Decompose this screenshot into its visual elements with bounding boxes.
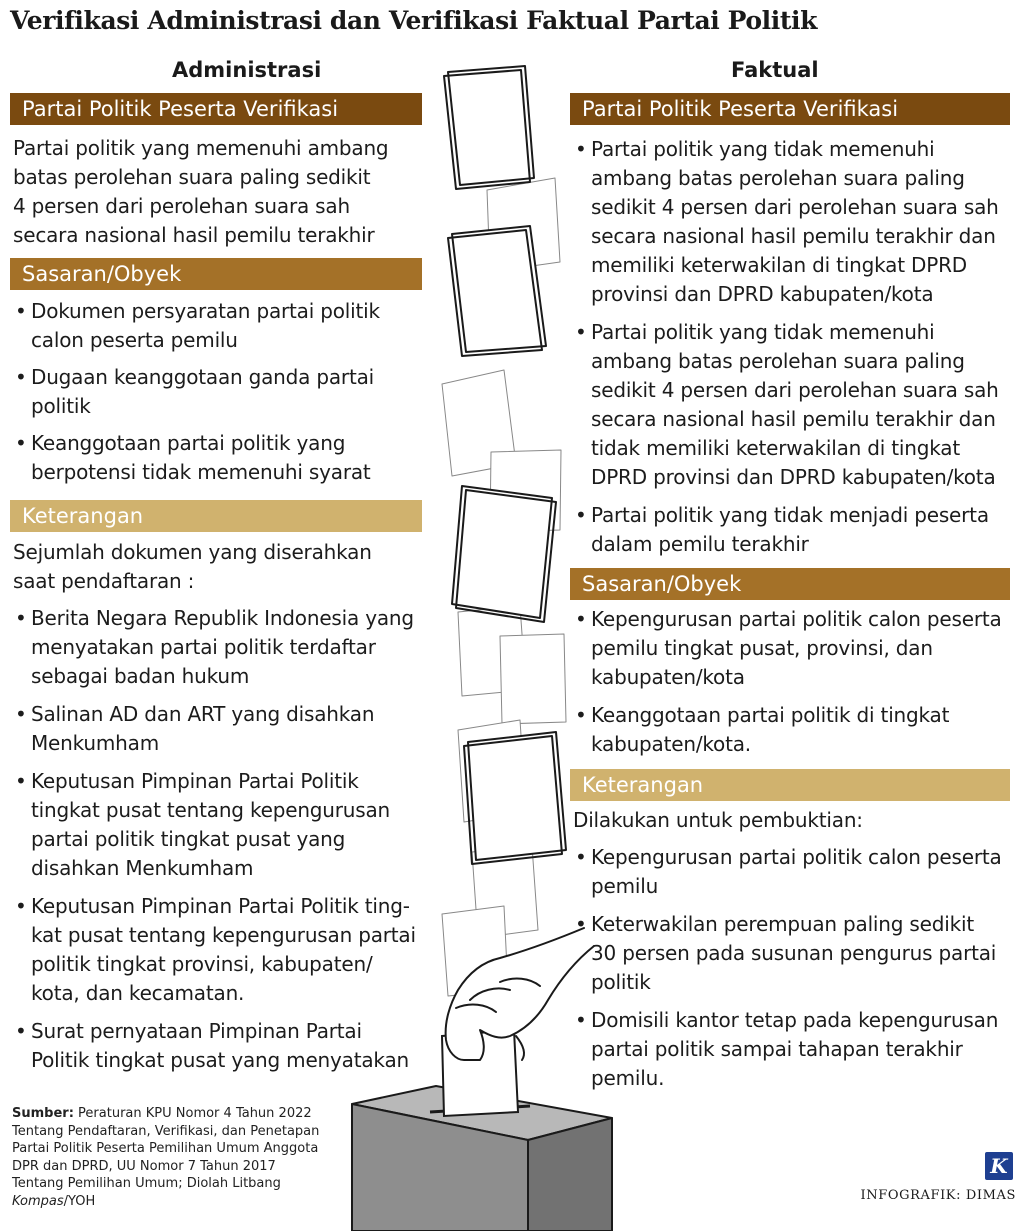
text-line: • Keterwakilan perempuan paling sedikit	[591, 912, 974, 936]
band-left-sasaran: Sasaran/Obyek	[10, 258, 422, 290]
text-line: tingkat pusat tentang kepengurusan	[31, 798, 391, 822]
text-line: pemilu tingkat pusat, provinsi, dan	[591, 636, 933, 660]
list-item	[573, 843, 1018, 901]
text-line: secara nasional hasil pemilu terakhir dan	[591, 407, 996, 431]
text-line: • Keanggotaan partai politik di tingkat	[591, 703, 950, 727]
text-line: secara nasional hasil pemilu terakhir	[13, 223, 375, 247]
list-item	[573, 135, 1018, 309]
text-line: memiliki keterwakilan di tingkat DPRD	[591, 253, 967, 277]
text-line: Partai Politik Peserta Pemilihan Umum Anggota	[12, 1141, 319, 1156]
paper-sheet	[500, 634, 566, 724]
band-right-peserta: Partai Politik Peserta Verifikasi	[570, 93, 1010, 125]
list-item	[573, 910, 1018, 997]
band-right-keterangan: Keterangan	[570, 769, 1010, 801]
text-line: 4 persen dari perolehan suara sah	[13, 194, 350, 218]
text-line: Sejumlah dokumen yang diserahkan	[13, 540, 372, 564]
text-line: sedikit 4 persen dari perolehan suara sah	[591, 195, 999, 219]
paper-sheet	[468, 732, 566, 860]
list-item	[13, 297, 413, 355]
text-line: sebagai badan hukum	[31, 664, 250, 688]
text-line: disahkan Menkumham	[31, 856, 254, 880]
band-left-peserta: Partai Politik Peserta Verifikasi	[10, 93, 422, 125]
list-item	[13, 429, 413, 487]
text-line: saat pendaftaran :	[13, 569, 195, 593]
right-sasaran-list	[573, 605, 1018, 759]
paper-sheet	[452, 486, 552, 618]
text-line: Tentang Pemilihan Umum; Diolah Litbang	[12, 1176, 281, 1191]
list-item	[13, 892, 423, 1008]
column-heading-administrasi: Administrasi	[172, 58, 322, 82]
text-line: Tentang Pendaftaran, Verifikasi, dan Penetapan	[12, 1123, 320, 1139]
text-line: Partai politik yang memenuhi ambang	[13, 136, 389, 160]
list-item	[13, 767, 423, 883]
text-line: • Keanggotaan partai politik yang	[31, 431, 346, 455]
text-line: • Dugaan keanggotaan ganda partai	[31, 365, 374, 389]
text-line: • Dokumen persyaratan partai politik	[31, 299, 380, 323]
text-line: dalam pemilu terakhir	[591, 532, 809, 556]
kompas-logo: K	[985, 1152, 1013, 1180]
infographic-credit: INFOGRAFIK: DIMAS	[860, 1188, 1016, 1203]
text-line: Politik tingkat pusat yang menyatakan	[31, 1048, 409, 1072]
text-line: 30 persen pada susunan pengurus partai	[591, 941, 997, 965]
text-line: • Partai politik yang tidak memenuhi	[591, 320, 935, 344]
text-line: • Kepengurusan partai politik calon peserta	[591, 845, 1002, 869]
text-line: Kompas	[12, 1193, 64, 1209]
source-note	[12, 1105, 362, 1210]
infographic-title: Verifikasi Administrasi dan Verifikasi Faktual Partai Politik	[10, 6, 818, 35]
text-line: • Partai politik yang tidak memenuhi	[591, 137, 935, 161]
list-item	[13, 1017, 423, 1075]
source-label: Sumber:	[12, 1106, 74, 1121]
text-line: Menkumham	[31, 731, 159, 755]
text-line: ambang batas perolehan suara paling	[591, 166, 965, 190]
left-keterangan	[13, 538, 423, 1075]
text-line: politik	[591, 970, 651, 994]
text-line: • Domisili kantor tetap pada kepengurusan	[591, 1008, 999, 1032]
text-line: • Berita Negara Republik Indonesia yang	[31, 606, 414, 630]
text-line: politik	[31, 394, 91, 418]
text-line: calon peserta pemilu	[31, 328, 238, 352]
text-line: ambang batas perolehan suara paling	[591, 349, 965, 373]
text-line: batas perolehan suara paling sedikit	[13, 165, 371, 189]
text-line: berpotensi tidak memenuhi syarat	[31, 460, 371, 484]
text-line: pemilu.	[591, 1066, 665, 1090]
paper-sheet	[448, 66, 534, 185]
text-line: • Salinan AD dan ART yang disahkan	[31, 702, 375, 726]
band-right-sasaran: Sasaran/Obyek	[570, 568, 1010, 600]
text-line: tidak memiliki keterwakilan di tingkat	[591, 436, 960, 460]
text-line: • Partai politik yang tidak menjadi peserta	[591, 503, 989, 527]
text-line: provinsi dan DPRD kabupaten/kota	[591, 282, 934, 306]
text-line: Peraturan KPU Nomor 4 Tahun 2022	[78, 1106, 312, 1121]
text-line: kabupaten/kota	[591, 665, 745, 689]
text-line: partai politik tingkat pusat yang	[31, 827, 346, 851]
paper-sheet	[452, 226, 546, 352]
text-line: politik tingkat provinsi, kabupaten/	[31, 952, 373, 976]
text-line: DPR dan DPRD, UU Nomor 7 Tahun 2017	[12, 1158, 276, 1174]
left-sasaran-list	[13, 297, 413, 487]
right-keterangan	[573, 806, 1018, 1093]
text-line: • Keputusan Pimpinan Partai Politik ting-	[31, 894, 410, 918]
right-peserta-list	[573, 135, 1018, 559]
text-line: kabupaten/kota.	[591, 732, 751, 756]
text-line: /YOH	[63, 1193, 96, 1209]
text-line: DPRD provinsi dan DPRD kabupaten/kota	[591, 465, 996, 489]
list-item	[573, 1006, 1018, 1093]
text-line: pemilu	[591, 874, 659, 898]
list-item	[573, 605, 1018, 692]
band-left-keterangan: Keterangan	[10, 500, 422, 532]
list-item	[13, 363, 413, 421]
list-item	[573, 501, 1018, 559]
list-item	[13, 604, 423, 691]
list-item	[573, 701, 1018, 759]
left-intro-text	[13, 134, 413, 250]
text-line: partai politik sampai tahapan terakhir	[591, 1037, 963, 1061]
text-line: • Kepengurusan partai politik calon peserta	[591, 607, 1002, 631]
text-line: sedikit 4 persen dari perolehan suara sah	[591, 378, 999, 402]
text-line: • Keputusan Pimpinan Partai Politik	[31, 769, 359, 793]
text-line: • Surat pernyataan Pimpinan Partai	[31, 1019, 362, 1043]
column-heading-faktual: Faktual	[731, 58, 819, 82]
text-line: kota, dan kecamatan.	[31, 981, 245, 1005]
text-line: kat pusat tentang kepengurusan partai	[31, 923, 416, 947]
text-line: menyatakan partai politik terdaftar	[31, 635, 376, 659]
text-line: secara nasional hasil pemilu terakhir dan	[591, 224, 996, 248]
list-item	[13, 700, 423, 758]
list-item	[573, 318, 1018, 492]
text-line: Dilakukan untuk pembuktian:	[573, 808, 863, 832]
